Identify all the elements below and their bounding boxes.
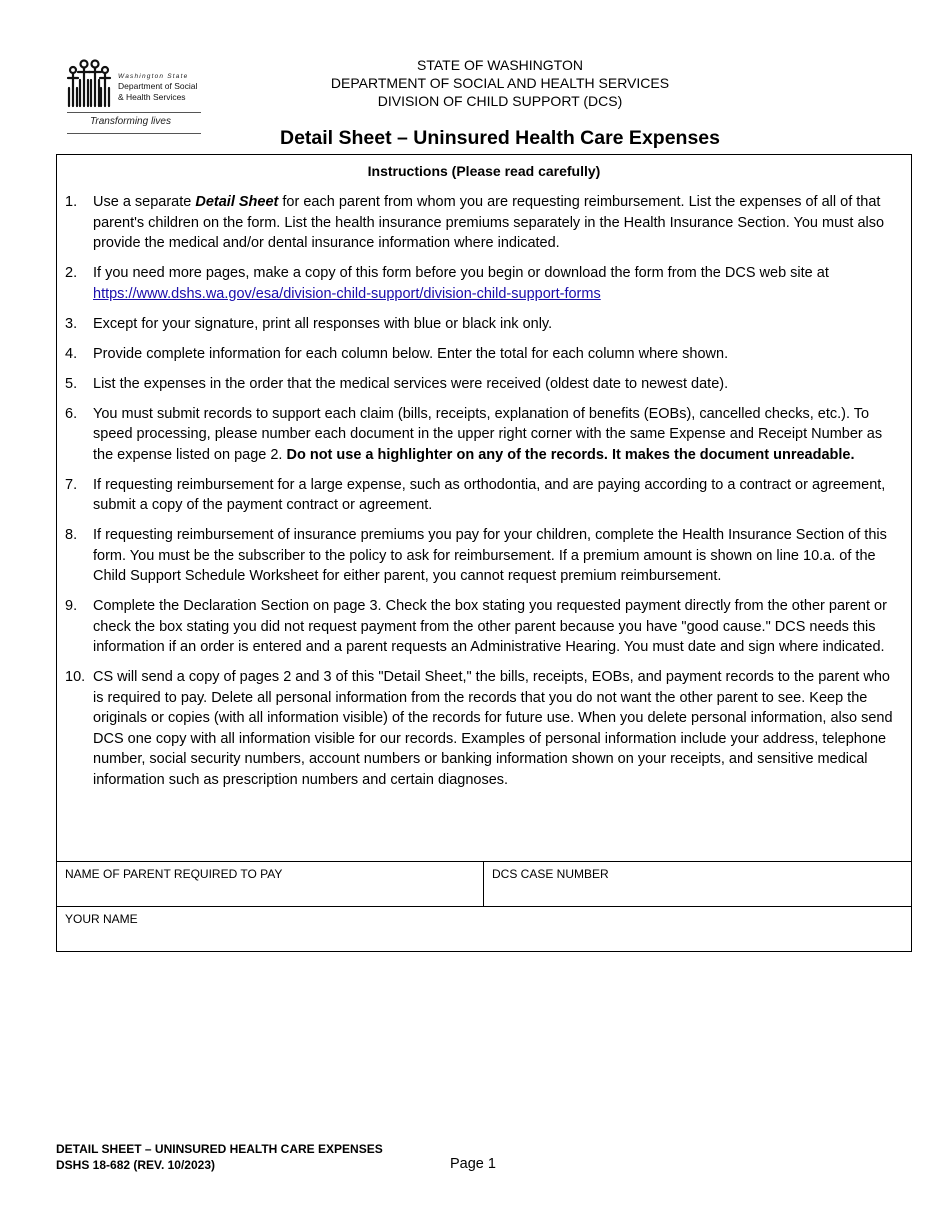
item-number: 10.	[65, 669, 86, 685]
list-item	[65, 263, 901, 304]
item-text: for each parent from whom you are requesting reimbursement. List the expenses of all of that parent's children on the form. List the health insurance premiums separately in the Health Insurance Section. You must also provide the medical and/or dental insurance information where indicated.	[93, 194, 885, 251]
dcs-forms-link[interactable]: https://www.dshs.wa.gov/esa/division-child-support/division-child-support-forms	[93, 285, 601, 302]
instructions-box	[56, 154, 912, 952]
logo-text	[118, 72, 208, 103]
list-item	[65, 525, 901, 587]
item-warning: Do not use a highlighter on any of the records. It makes the document unreadable.	[286, 446, 855, 463]
footer-form-title: DETAIL SHEET – UNINSURED HEALTH CARE EXPENSES	[56, 1142, 383, 1156]
item-text: Complete the Declaration Section on page 3. Check the box stating you requested payment directly from the other parent or check the box stating you did not request payment from the other parent because you have "good cause." DCS needs this information if an order is entered and a parent requests an Administrative Hearing. You must date and sign where indicated.	[93, 598, 887, 655]
page-number: Page 1	[450, 1156, 496, 1172]
case-number-label: DCS CASE NUMBER	[492, 867, 609, 881]
logo-state: Washington State	[118, 73, 189, 80]
item-text: If requesting reimbursement of insurance premiums you pay for your children, complete the Health Insurance Section of this form. You must be the subscriber to the policy to ask for reimbursement. If a premium amount is shown on line 10.a. of the Child Support Schedule Worksheet for either parent, you cannot request premium reimbursement.	[93, 527, 887, 584]
field-row	[57, 906, 911, 951]
parent-name-field[interactable]	[57, 862, 484, 906]
instructions-heading: Instructions (Please read carefully)	[367, 163, 601, 179]
item-number: 3.	[65, 315, 78, 332]
logo-dept-line1: Department of Social	[118, 81, 198, 91]
list-item	[65, 596, 901, 658]
item-number: 7.	[65, 476, 78, 493]
item-number: 8.	[65, 527, 78, 543]
list-item	[65, 667, 901, 790]
item-text: List the expenses in the order that the medical services were received (oldest date to newest date).	[93, 375, 729, 392]
logo-dept-line2: & Health Services	[118, 92, 186, 102]
your-name-label: YOUR NAME	[65, 912, 138, 926]
footer-form-number: DSHS 18-682 (REV. 10/2023)	[56, 1158, 215, 1172]
item-number: 2.	[65, 265, 78, 281]
case-number-field[interactable]	[484, 862, 911, 906]
item-text: Except for your signature, print all responses with blue or black ink only.	[93, 315, 553, 332]
item-number: 5.	[65, 375, 78, 392]
item-text: If requesting reimbursement for a large expense, such as orthodontia, and are paying according to a contract or agreement, submit a copy of the payment contract or agreement.	[93, 476, 886, 513]
agency-state: STATE OF WASHINGTON	[417, 57, 583, 73]
family-figures-icon	[64, 58, 114, 110]
item-text: If you need more pages, make a copy of this form before you begin or download the form from the DCS web site at	[93, 265, 829, 281]
list-item	[65, 374, 901, 395]
page-title: Detail Sheet – Uninsured Health Care Expenses	[280, 127, 720, 149]
item-number: 9.	[65, 598, 78, 614]
dshs-logo	[64, 58, 204, 138]
your-name-field[interactable]	[57, 907, 911, 951]
logo-divider-top	[67, 112, 201, 113]
parent-name-label: NAME OF PARENT REQUIRED TO PAY	[65, 867, 283, 881]
item-text: Use a separate	[93, 194, 196, 210]
item-text: You must submit records to support each claim (bills, receipts, explanation of benefits (EOBs), cancelled checks, etc.). To speed processing, please number each document in the upper right corner with the same Expense and Receipt Number as the expense listed on page 2.	[93, 405, 883, 463]
field-row	[57, 861, 911, 906]
list-item	[65, 314, 901, 335]
item-text: Provide complete information for each column below. Enter the total for each column where shown.	[93, 345, 729, 362]
item-emphasis: Detail Sheet	[195, 194, 279, 210]
instructions-list	[65, 192, 901, 800]
form-fields	[57, 861, 911, 951]
list-item	[65, 404, 901, 466]
agency-division: DIVISION OF CHILD SUPPORT (DCS)	[377, 93, 623, 109]
list-item	[65, 475, 901, 516]
agency-department: DEPARTMENT OF SOCIAL AND HEALTH SERVICES	[330, 75, 670, 91]
logo-tagline: Transforming lives	[90, 116, 171, 127]
item-text: CS will send a copy of pages 2 and 3 of this "Detail Sheet," the bills, receipts, EOBs, and payment records to the parent who is required to pay. Delete all personal information from the records that you do not want the other parent to see. Keep the originals or copies (with all information visible) of the records for future use. When you delete personal information, also send DCS one copy with all information visible for our records. Examples of personal information include your address, telephone number, social security numbers, account numbers or banking information shown on your receipts, and sensitive medical information such as prescription numbers and certain diagnoses.	[93, 669, 893, 788]
logo-divider-bottom	[67, 133, 201, 134]
list-item	[65, 192, 901, 254]
item-number: 1.	[65, 194, 78, 210]
item-number: 4.	[65, 345, 78, 362]
item-number: 6.	[65, 405, 78, 422]
list-item	[65, 344, 901, 365]
footer-form-id	[56, 1141, 383, 1173]
agency-header	[250, 56, 750, 110]
